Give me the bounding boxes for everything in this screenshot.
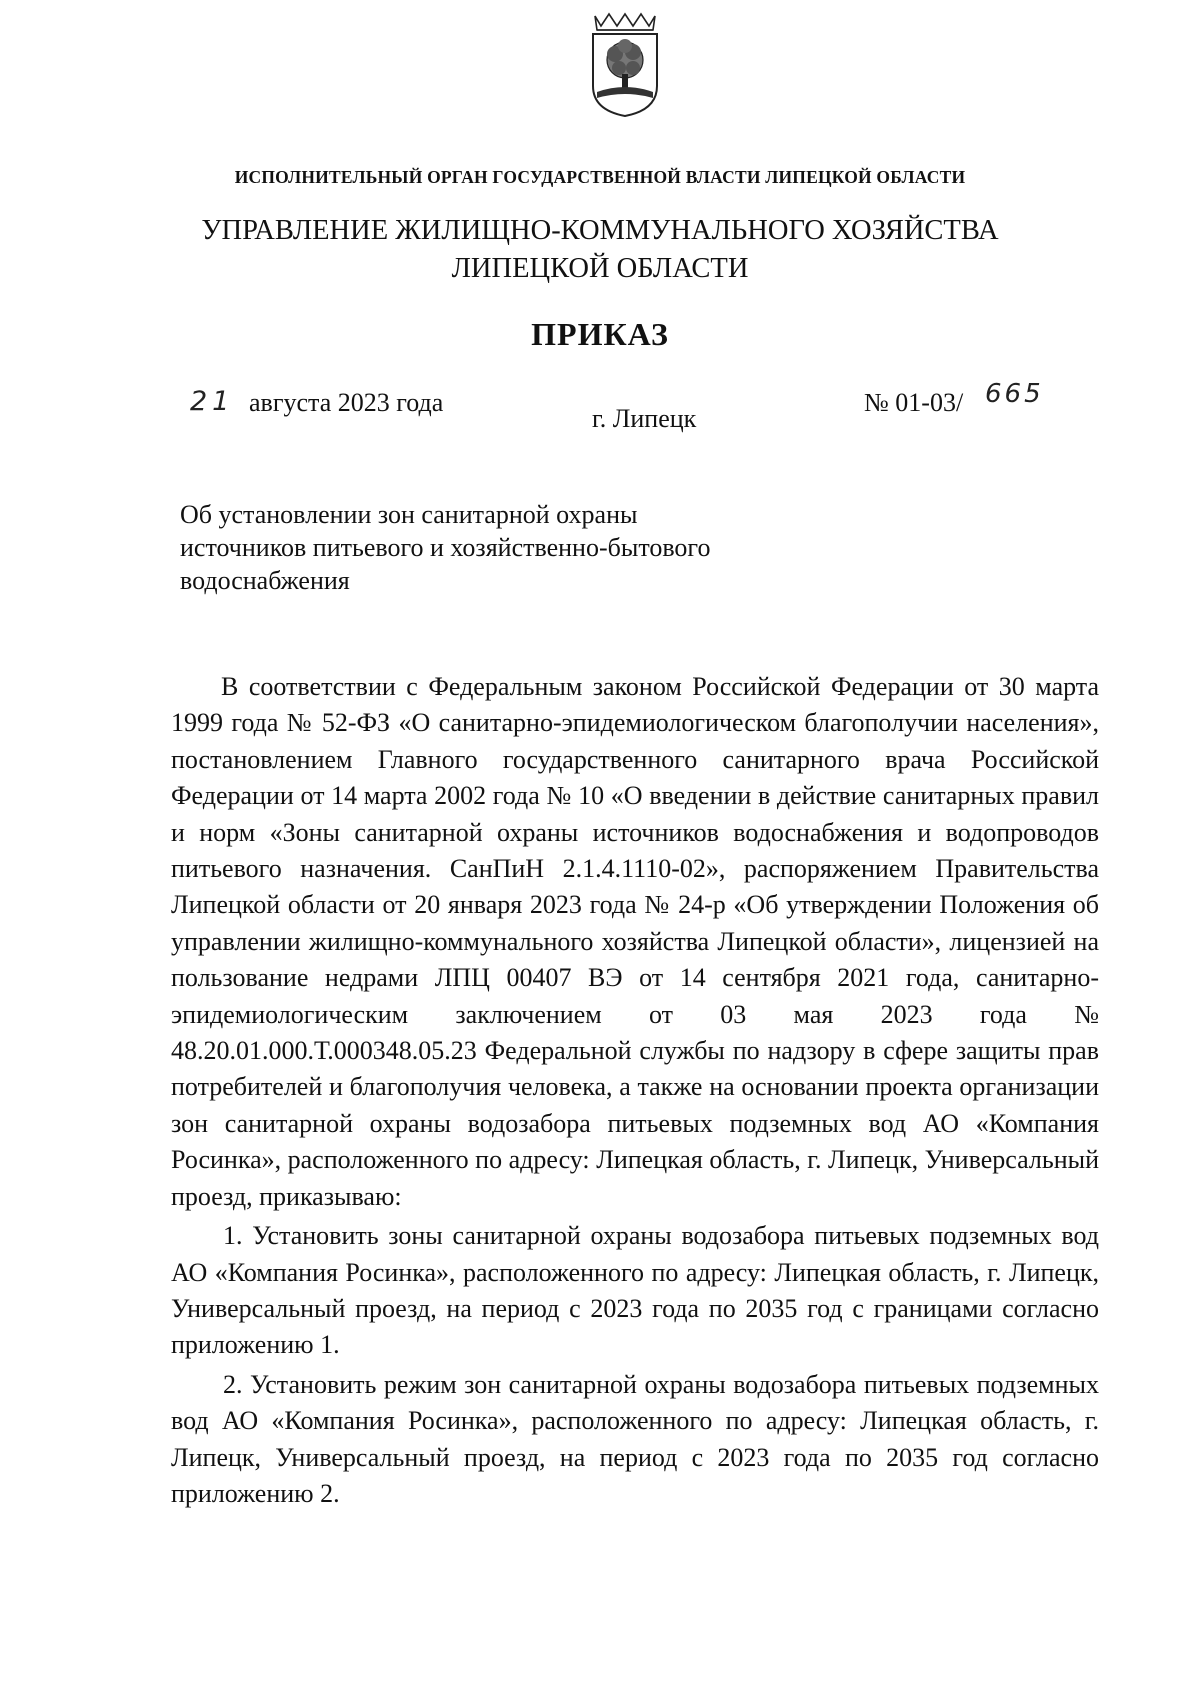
document-date: августа 2023 года <box>249 388 444 417</box>
department-line-1: УПРАВЛЕНИЕ ЖИЛИЩНО-КОММУНАЛЬНОГО ХОЗЯЙСТВА <box>201 215 999 246</box>
department-line-2: ЛИПЕЦКОЙ ОБЛАСТИ <box>451 253 749 284</box>
order-item-1: 1. Установить зоны санитарной охраны водозабора питьевых подземных вод АО «Компания Росинка», расположенного по адресу: Липецкая область, г. Липецк, Универсальный проезд, на период с 2023 года по 2035 год с границами согласно приложению 1. <box>171 1221 1099 1360</box>
body-preamble: В соответствии с Федеральным законом Российской Федерации от 30 марта 1999 года № 52-ФЗ «О санитарно-эпидемиологическом благополучии населения», постановлением Главного государственного санитарного врача Российской Федерации от 14 марта 2002 года № 10 «О введении в действие санитарных правил и норм «Зоны санитарной охраны источников водоснабжения и водопроводов питьевого назначения. СанПиН 2.1.4.1110-02», распоряжением Правительства Липецкой области от 20 января 2023 года № 24-р «Об утверждении Положения об управлении жилищно-коммунального хозяйства Липецкой области», лицензией на пользование недрами ЛПЦ 00407 ВЭ от 14 сентября 2021 года, санитарно-эпидемиологическим заключением от 03 мая 2023 года № 48.20.01.000.Т.000348.05.23 Федеральной службы по надзору в сфере защиты прав потребителей и благополучия человека, а также на основании проекта организации зон санитарной охраны водозабора питьевых подземных вод АО «Компания Росинка», расположенного по адресу: Липецкая область, г. Липецк, Универсальный проезд, приказываю: <box>171 672 1099 1211</box>
document-subject <box>180 498 800 597</box>
document-number-prefix: № 01-03/ <box>864 388 964 417</box>
document-city: г. Липецк <box>592 404 697 433</box>
document-type-title: ПРИКАЗ <box>531 316 669 352</box>
subject-line-2: источников питьевого и хозяйственно-бытового <box>180 533 711 562</box>
handwritten-document-number: 665 <box>985 379 1044 409</box>
authority-name: ИСПОЛНИТЕЛЬНЫЙ ОРГАН ГОСУДАРСТВЕННОЙ ВЛАСТИ ЛИПЕЦКОЙ ОБЛАСТИ <box>234 167 966 187</box>
department-name <box>0 212 1200 288</box>
subject-line-3: водоснабжения <box>180 566 350 595</box>
document-body <box>171 669 1099 1512</box>
order-item-2: 2. Установить режим зон санитарной охраны водозабора питьевых подземных вод АО «Компания Росинка», расположенного по адресу: Липецкая область, г. Липецк, Универсальный проезд, на период с 2023 года по 2035 год согласно приложению 2. <box>171 1369 1099 1508</box>
subject-line-1: Об установлении зон санитарной охраны <box>180 500 638 529</box>
handwritten-day: 21 <box>190 386 235 417</box>
coat-of-arms-emblem <box>587 12 663 118</box>
